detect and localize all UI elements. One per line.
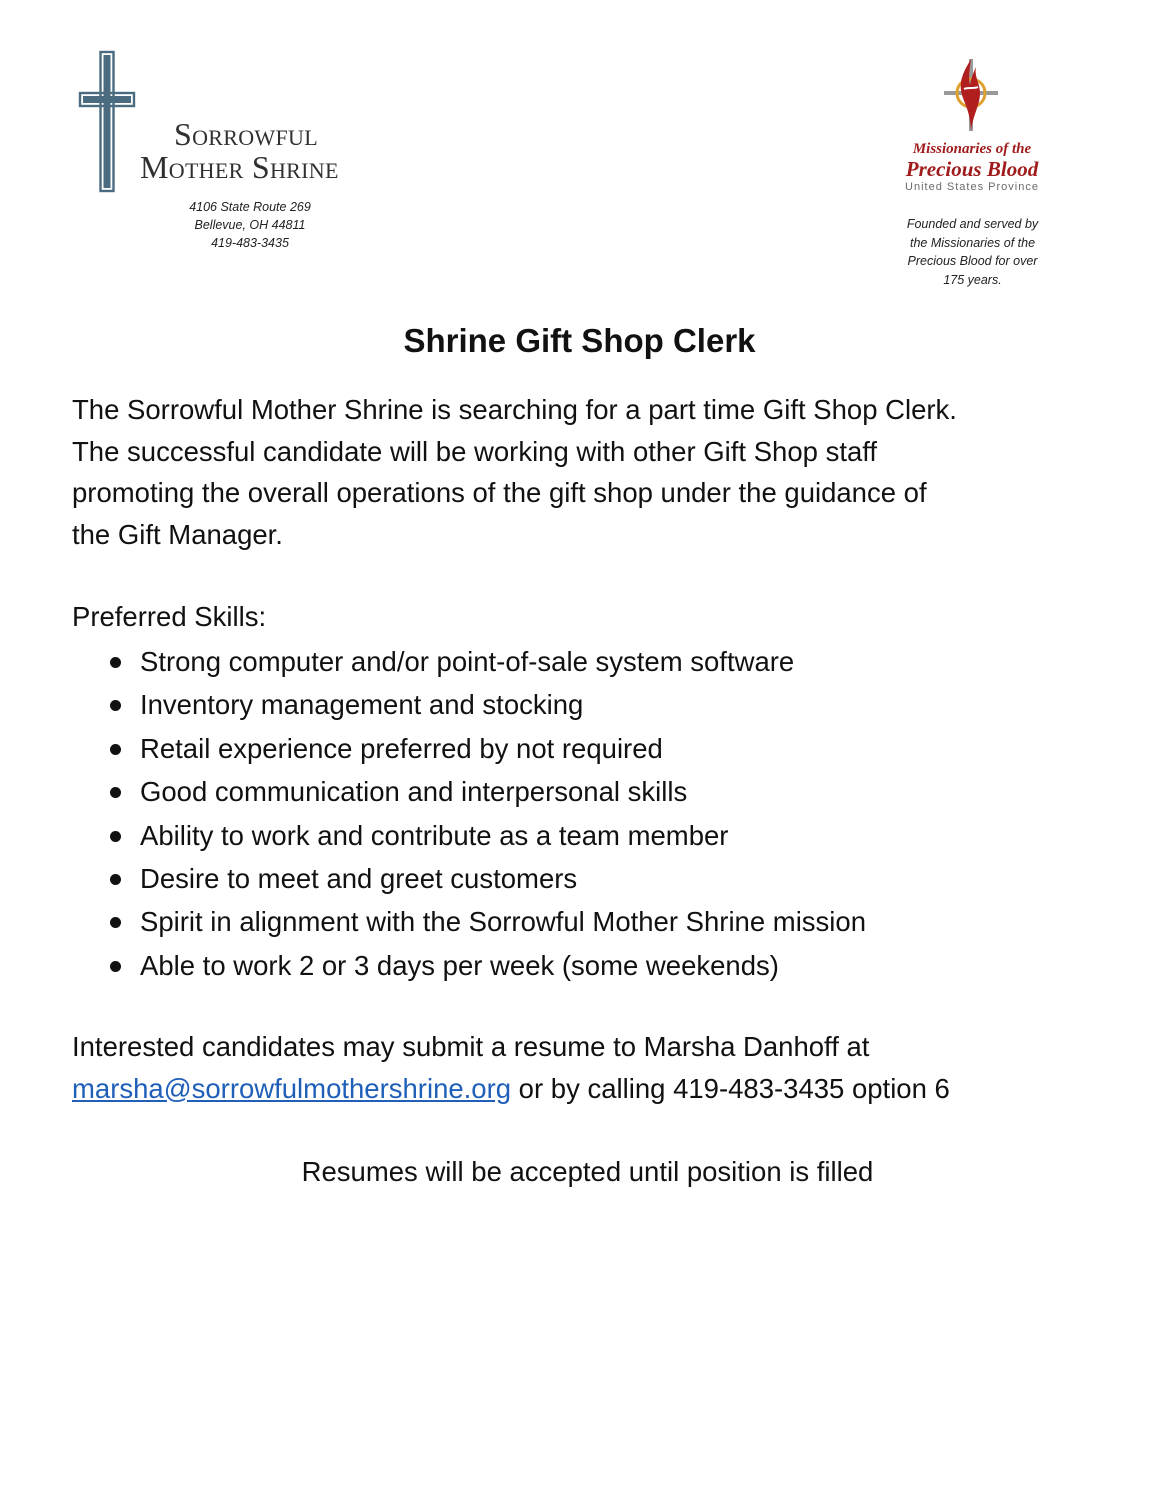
cpps-name-line2: Precious Blood [905,157,1039,181]
skill-text: Retail experience preferred by not required [140,732,663,764]
skill-text: Ability to work and contribute as a team member [140,819,729,851]
shrine-name-line1: Sorrowful [174,116,318,152]
bullet-icon [110,700,121,711]
contact-phone-text: or by calling 419-483-3435 option 6 [511,1072,950,1104]
cpps-logo-text [882,140,1062,180]
intro-paragraph [72,389,1092,555]
address-street: 4106 State Route 269 [189,200,311,214]
founded-line2: the Missionaries of the [909,235,1036,250]
page-title: Shrine Gift Shop Clerk [403,322,756,359]
skill-text: Strong computer and/or point-of-sale system software [140,646,795,677]
founded-line3: Precious Blood for over [907,254,1038,268]
bullet-icon [110,917,121,928]
skill-text: Good communication and interpersonal skills [140,776,688,808]
bullet-icon [110,874,121,885]
intro-line1: The Sorrowful Mother Shrine is searching for a part time Gift Shop Clerk. [72,394,957,425]
skills-heading: Preferred Skills: [72,601,267,632]
founded-line1: Founded and served by [906,217,1039,231]
bullet-icon [110,831,121,842]
bullet-icon [110,657,121,668]
skill-text: Able to work 2 or 3 days per week (some weekends) [140,949,779,981]
bullet-icon [110,787,121,798]
founded-line4: 175 years. [943,272,1002,287]
bullet-icon [110,744,121,755]
contact-line1: Interested candidates may submit a resume to Marsha Danhoff at [72,1031,870,1062]
address-city: Bellevue, OH 44811 [194,218,306,232]
bullet-icon [110,961,121,972]
email-link[interactable]: marsha@sorrowfulmothershrine.org [72,1072,512,1104]
shrine-name-line2: Mother Shrine [140,149,339,185]
cross-icon [78,50,136,193]
founded-note [880,215,1065,289]
skill-text: Desire to meet and greet customers [140,862,578,894]
intro-line2: The successful candidate will be working with other Gift Shop staff [72,435,878,467]
shrine-address [140,198,360,252]
contact-line2 [72,1068,1132,1110]
cpps-province: United States Province [905,181,1039,193]
skill-text: Inventory management and stocking [140,689,584,721]
intro-line4: the Gift Manager. [72,518,283,550]
address-phone: 419-483-3435 [211,236,289,250]
contact-paragraph [72,1026,1132,1109]
cpps-name-line1: Missionaries of the [912,141,1032,157]
skill-text: Spirit in alignment with the Sorrowful Mother Shrine mission [140,906,866,938]
shrine-logo-text [140,118,339,184]
flame-cross-icon [940,55,1002,135]
intro-line3: promoting the overall operations of the gift shop under the guidance of [72,477,927,508]
closing-note: Resumes will be accepted until position is filled [301,1156,874,1187]
